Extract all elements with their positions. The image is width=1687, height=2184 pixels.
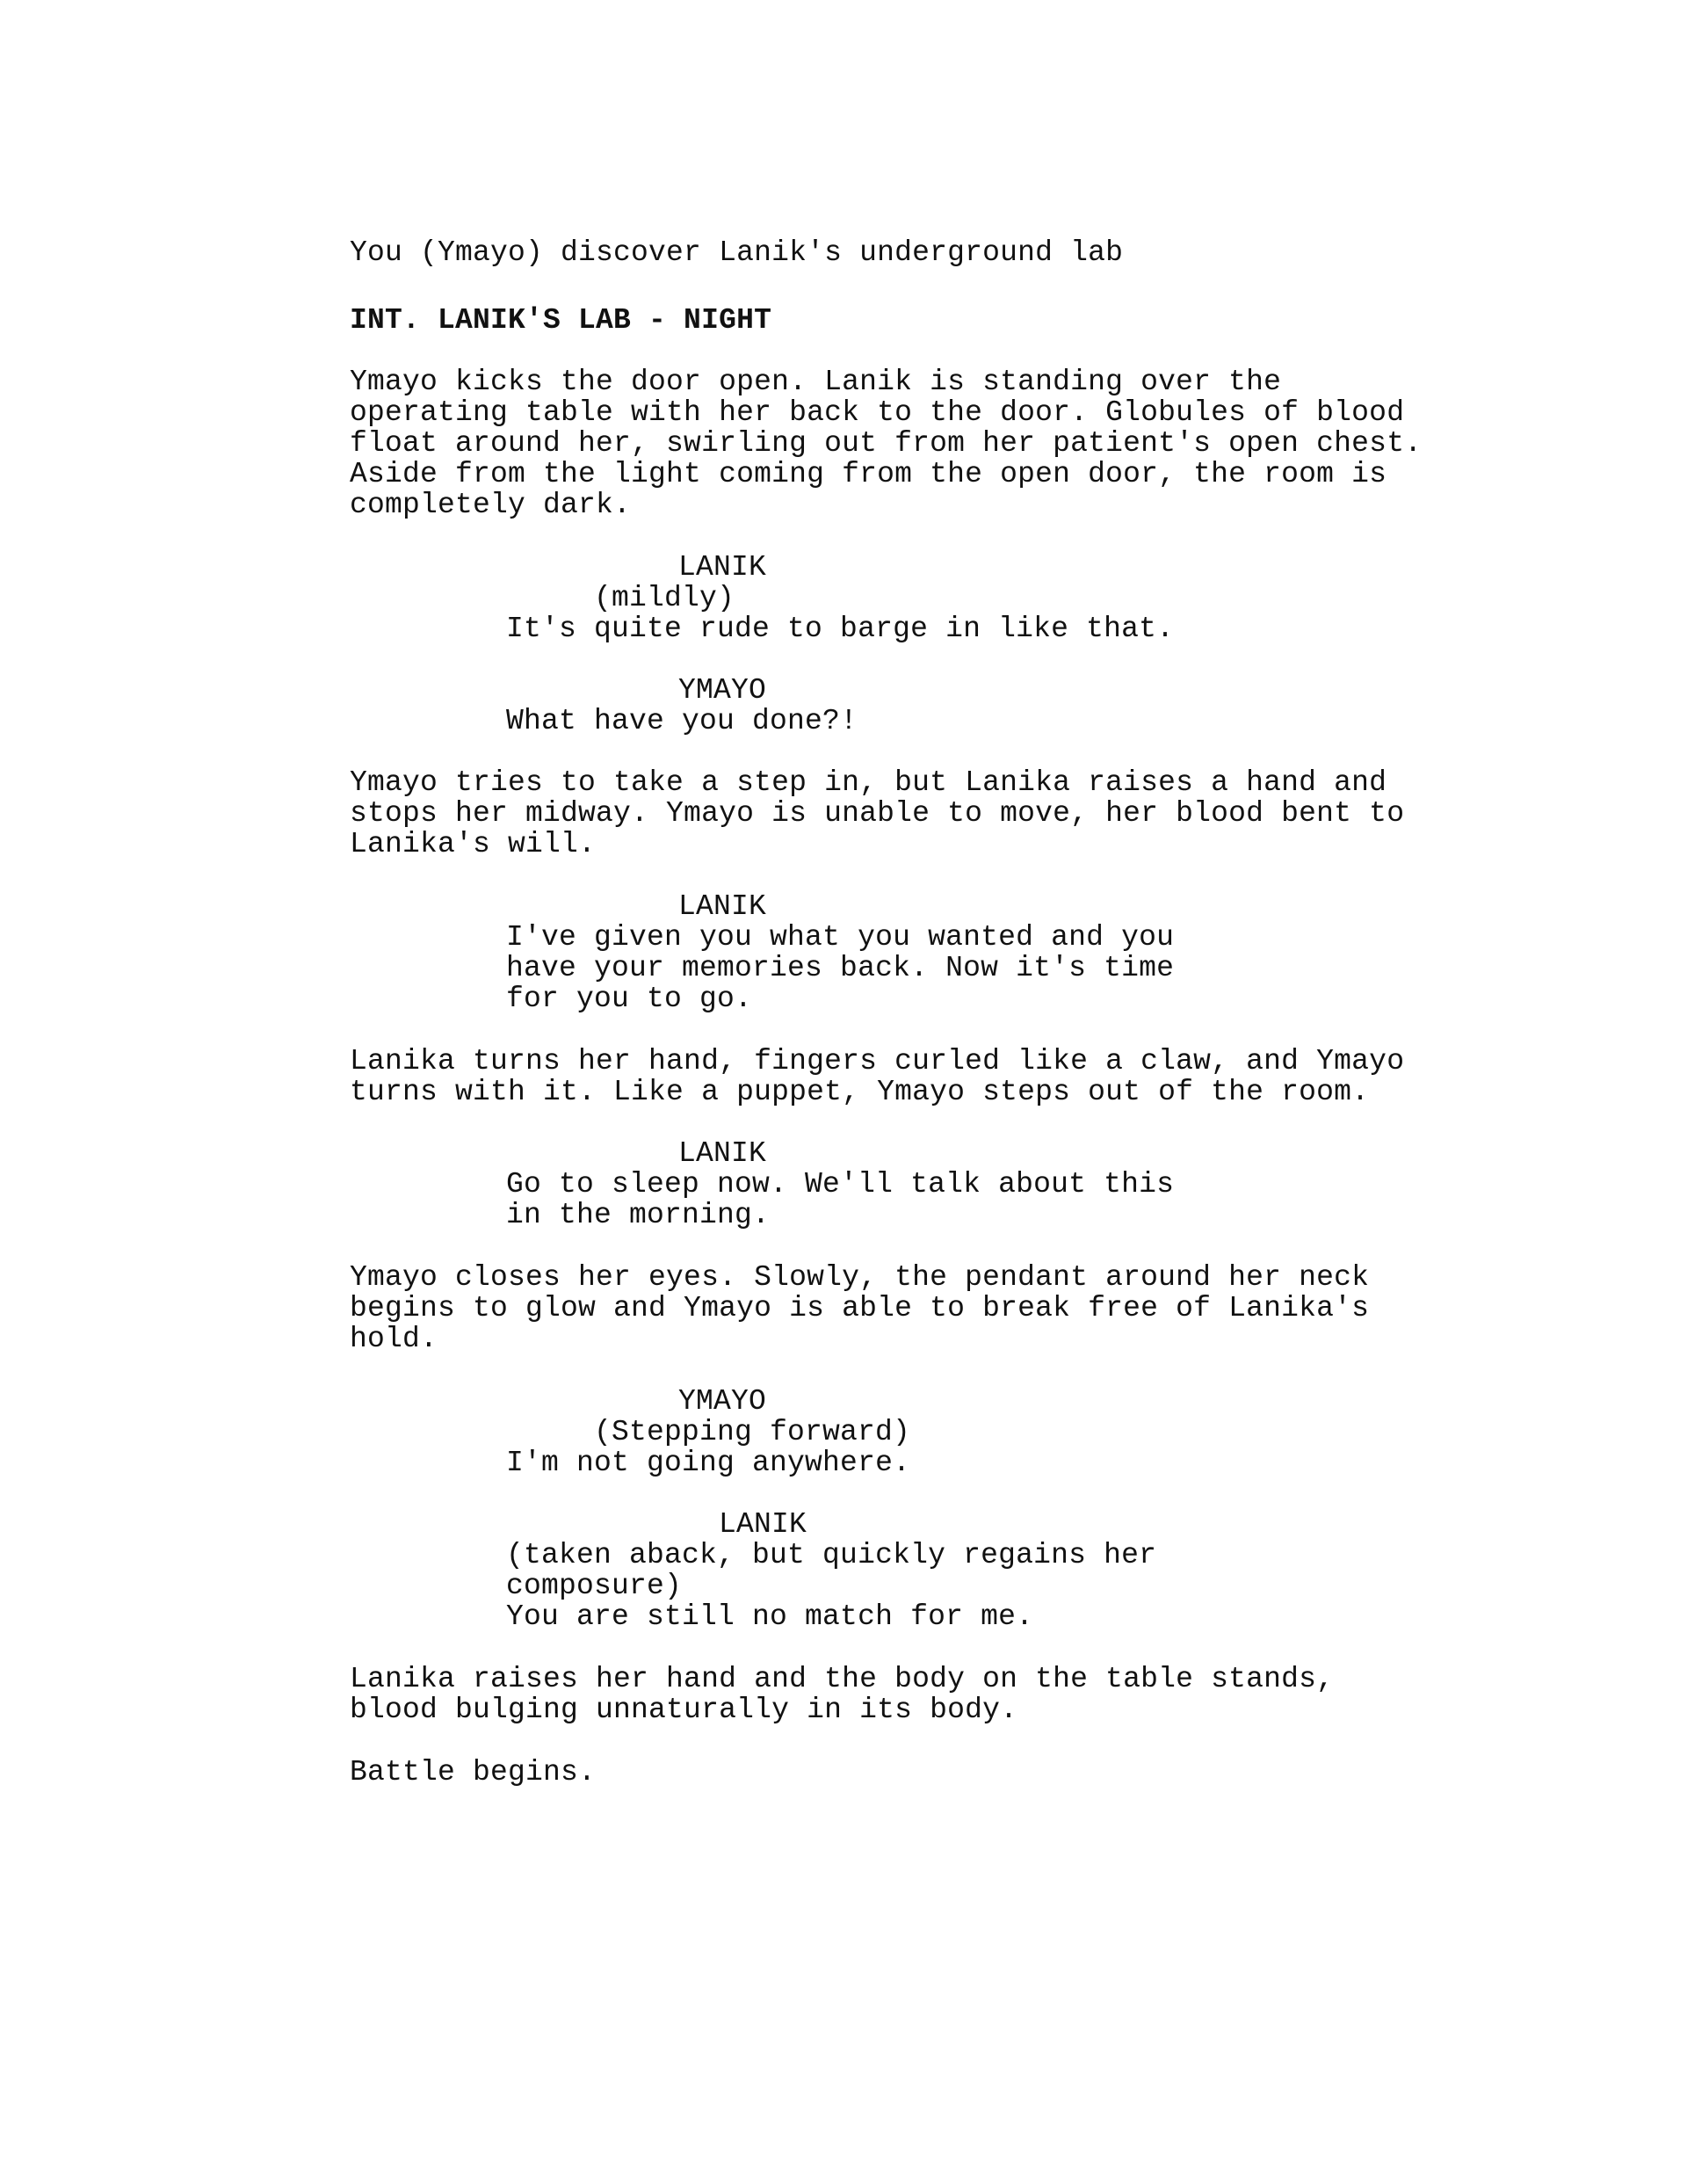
action-line: operating table with her back to the door. Globules of blood xyxy=(350,396,1405,429)
action-line: begins to glow and Ymayo is able to break free of Lanika's xyxy=(350,1292,1370,1324)
action-line: Lanika's will. xyxy=(350,828,597,860)
action-line: completely dark. xyxy=(350,489,632,521)
dialogue-line: Go to sleep now. We'll talk about this xyxy=(506,1168,1175,1201)
scene-intro: You (Ymayo) discover Lanik's underground lab xyxy=(350,236,1124,269)
parenthetical: (taken aback, but quickly regains her xyxy=(506,1539,1157,1571)
character-name: LANIK xyxy=(719,1508,807,1541)
action-line: stops her midway. Ymayo is unable to move, her blood bent to xyxy=(350,797,1405,830)
dialogue-line: You are still no match for me. xyxy=(506,1600,1034,1633)
action-line: blood bulging unnaturally in its body. xyxy=(350,1694,1018,1726)
dialogue-line: I've given you what you wanted and you xyxy=(506,921,1175,954)
action-line: hold. xyxy=(350,1323,438,1355)
parenthetical: composure) xyxy=(506,1570,683,1602)
action-line: Ymayo kicks the door open. Lanik is standing over the xyxy=(350,366,1282,398)
action-line: turns with it. Like a puppet, Ymayo steps out of the room. xyxy=(350,1076,1370,1108)
character-name: YMAYO xyxy=(678,674,767,707)
character-name: LANIK xyxy=(678,551,767,584)
character-name: LANIK xyxy=(678,1137,767,1170)
action-line: float around her, swirling out from her patient's open chest. xyxy=(350,427,1423,460)
action-line: Ymayo tries to take a step in, but Lanika raises a hand and xyxy=(350,766,1387,799)
parenthetical: (mildly) xyxy=(594,582,735,614)
character-name: LANIK xyxy=(678,890,767,923)
action-line: Aside from the light coming from the open door, the room is xyxy=(350,458,1387,490)
dialogue-line: for you to go. xyxy=(506,983,753,1015)
parenthetical: (Stepping forward) xyxy=(594,1416,911,1448)
dialogue-line: I'm not going anywhere. xyxy=(506,1447,911,1479)
action-line: Lanika turns her hand, fingers curled like a claw, and Ymayo xyxy=(350,1045,1405,1077)
action-line: Battle begins. xyxy=(350,1756,597,1789)
action-line: Ymayo closes her eyes. Slowly, the pendant around her neck xyxy=(350,1261,1370,1294)
dialogue-line: in the morning. xyxy=(506,1199,771,1231)
dialogue-line: have your memories back. Now it's time xyxy=(506,952,1175,984)
action-line: Lanika raises her hand and the body on the table stands, xyxy=(350,1663,1335,1695)
dialogue-line: What have you done?! xyxy=(506,705,858,737)
character-name: YMAYO xyxy=(678,1385,767,1418)
scene-heading: INT. LANIK'S LAB - NIGHT xyxy=(350,304,772,337)
dialogue-line: It's quite rude to barge in like that. xyxy=(506,613,1175,645)
